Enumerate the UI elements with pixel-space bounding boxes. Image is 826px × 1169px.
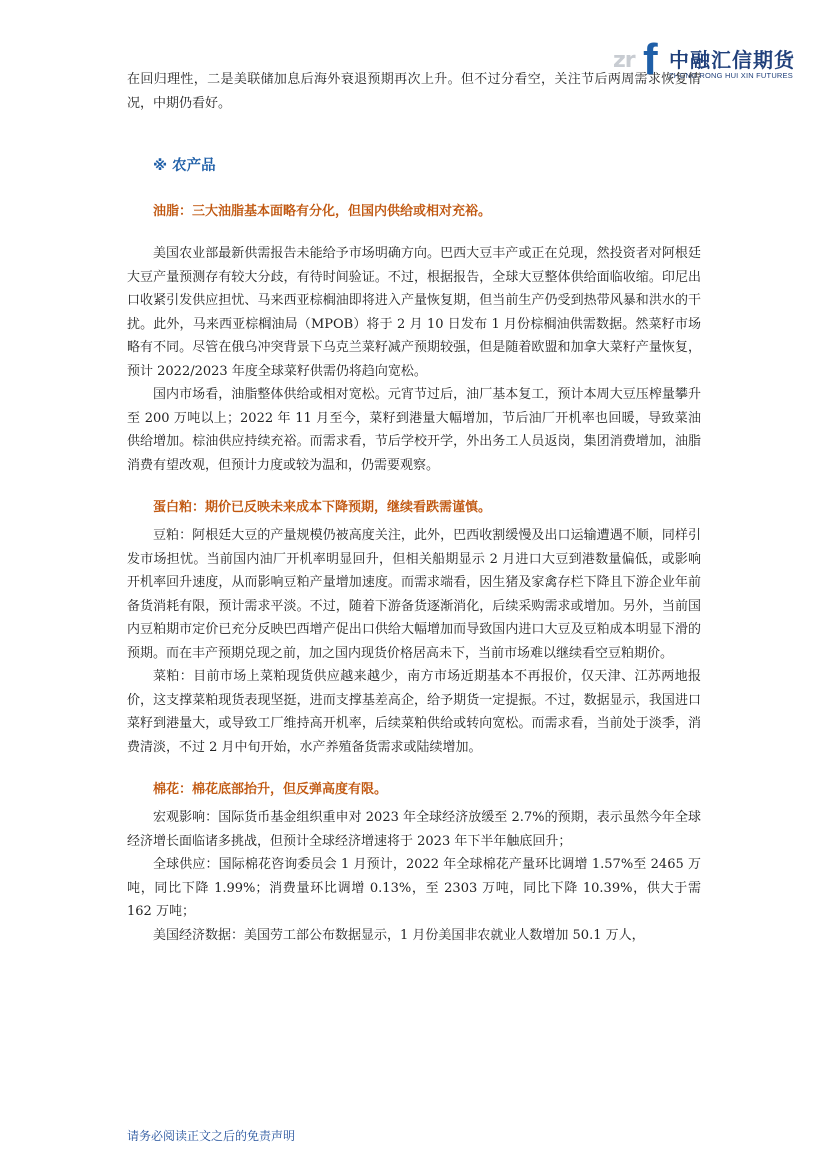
intro-paragraph: 在回归理性，二是美联储加息后海外衰退预期再次上升。但不过分看空，关注节后两周需求恢复情况，中期仍看好。 <box>127 72 701 111</box>
cotton-paragraph-1: 宏观影响：国际货币基金组织重申对 2023 年全球经济放缓至 2.7%的预期，表示虽然今年全球经济增长面临诸多挑战，但预计全球经济增速将于 2023 年下半年触底回升； <box>127 810 701 849</box>
meal-paragraph-2: 菜粕：目前市场上菜粕现货供应越来越少，南方市场近期基本不再报价，仅天津、江苏两地报价，这支撑菜粕现货表现坚挺，进而支撑基差高企，给予期货一定提振。不过，数据显示，我国进口菜籽到港量大，或导致工厂维持高开机率，后续菜粕供给或转向宽松。而需求看，当前处于淡季，消费清淡，不过 2 月中旬开始，水产养殖备货需求或陆续增加。 <box>127 669 701 755</box>
cotton-heading: 棉花：棉花底部抬升，但反弹高度有限。 <box>153 782 388 797</box>
cotton-paragraph-2: 全球供应：国际棉花咨询委员会 1 月预计，2022 年全球棉花产量环比调增 1.57%至 2465 万吨，同比下降 1.99%；消费量环比调增 0.13%，至 2303 万吨，同比下降 10.39%，供大于需 162 万吨； <box>127 857 701 919</box>
oils-paragraph-1: 美国农业部最新供需报告未能给予市场明确方向。巴西大豆丰产或正在兑现，然投资者对阿根廷大豆产量预测存有较大分歧，有待时间验证。不过，根据报告，全球大豆整体供给面临收缩。印尼出口收紧引发供应担忧、马来西亚棕榈油即将进入产量恢复期，但当前生产仍受到热带风暴和洪水的干扰。此外，马来西亚棕榈油局（MPOB）将于 2 月 10 日发布 1 月份棕榈油供需数据。然菜籽市场略有不同。尽管在俄乌冲突背景下乌克兰菜籽减产预期较强，但是随着欧盟和加拿大菜籽产量恢复，预计 2022/2023 年度全球菜籽供需仍将趋向宽松。 <box>127 246 701 379</box>
meal-paragraph-1: 豆粕：阿根廷大豆的产量规模仍被高度关注，此外，巴西收割缓慢及出口运输遭遇不顺，同样引发市场担忧。当前国内油厂开机率明显回升，但相关船期显示 2 月进口大豆到港数量偏低，或影响开机率回升速度，从而影响豆粕产量增加速度。而需求端看，因生猪及家禽存栏下降且下游企业年前备货消耗有限，预计需求平淡。不过，随着下游备货逐渐消化，后续采购需求或增加。另外，当前国内豆粕期市定价已充分反映巴西增产促出口供给大幅增加而导致国内进口大豆及豆粕成本明显下滑的预期。而在丰产预期兑现之前，加之国内现货价格居高未下，当前市场难以继续看空豆粕期价。 <box>127 528 701 661</box>
logo-f-mark: f <box>643 35 658 84</box>
section-title-agriculture: ※ 农产品 <box>153 158 216 174</box>
company-name-en: ZHONG RONG HUI XIN FUTURES <box>669 71 793 80</box>
logo-mark: zr <box>613 48 635 73</box>
cotton-paragraph-3: 美国经济数据：美国劳工部公布数据显示，1 月份美国非农就业人数增加 50.1 万人， <box>153 927 645 943</box>
company-name-cn: 中融汇信期货 <box>669 48 795 72</box>
footer-disclaimer: 请务必阅读正文之后的免责声明 <box>127 1129 296 1143</box>
report-body <box>127 68 701 947</box>
oils-heading: 油脂：三大油脂基本面略有分化，但国内供给或相对充裕。 <box>153 204 492 219</box>
meal-heading: 蛋白粕：期价已反映未来成本下降预期，继续看跌需谨慎。 <box>153 500 492 515</box>
oils-paragraph-2: 国内市场看，油脂整体供给或相对宽松。元宵节过后，油厂基本复工，预计本周大豆压榨量攀升至 200 万吨以上；2022 年 11 月至今，菜籽到港量大幅增加，节后油厂开机率也回暖，导致菜油供给增加。棕油供应持续充裕。而需求看，节后学校开学，外出务工人员返岗，集团消费增加，油脂消费有望改观，但预计力度或较为温和，仍需要观察。 <box>127 387 701 473</box>
